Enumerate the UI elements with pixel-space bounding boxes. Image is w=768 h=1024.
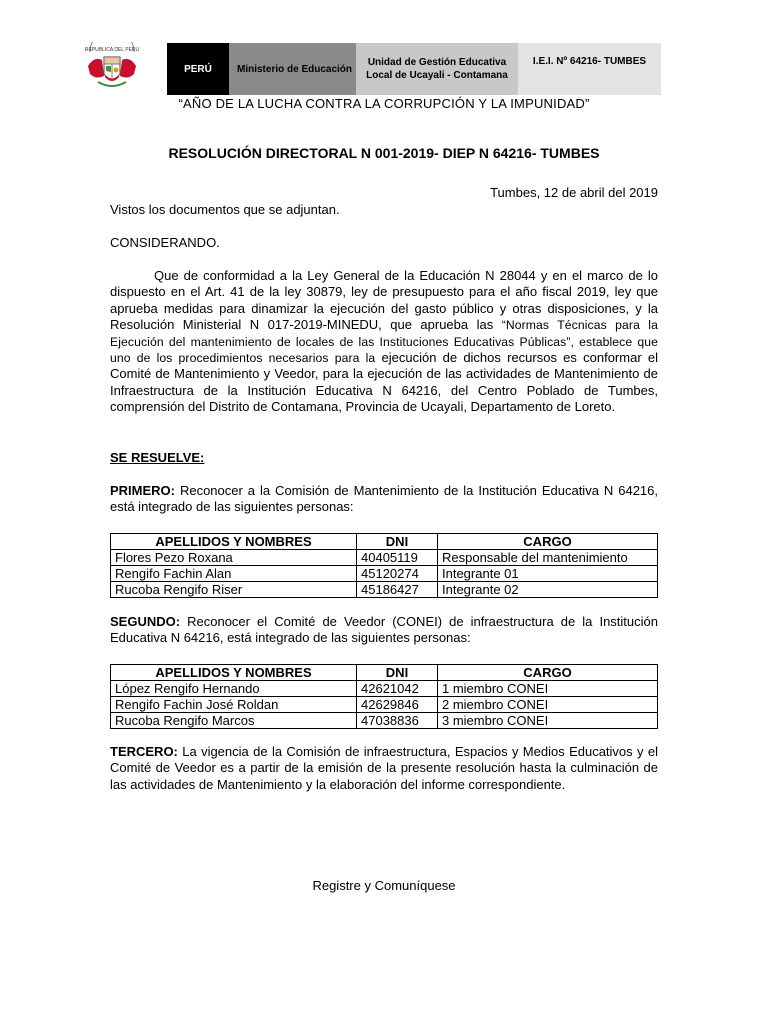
commission-table bbox=[110, 533, 658, 598]
primero-paragraph bbox=[110, 483, 658, 516]
cell-cargo: Integrante 02 bbox=[438, 582, 658, 598]
column-header-names: APELLIDOS Y NOMBRES bbox=[111, 665, 357, 681]
primero-text: Reconocer a la Comisión de Mantenimiento de la Institución Educativa N 64216, está integrado de las siguientes personas: bbox=[110, 483, 658, 515]
document-date: Tumbes, 12 de abril del 2019 bbox=[490, 185, 658, 200]
cell-cargo: 1 miembro CONEI bbox=[438, 681, 658, 697]
table-row bbox=[111, 566, 658, 582]
header-band-ugel bbox=[356, 43, 518, 95]
header-band-ministry bbox=[229, 43, 356, 95]
header-band-peru bbox=[167, 43, 229, 95]
table-row bbox=[111, 697, 658, 713]
ugel-label-line1: Unidad de Gestión Educativa bbox=[367, 57, 507, 68]
table-row bbox=[111, 582, 658, 598]
considerando-paragraph bbox=[110, 268, 658, 416]
segundo-paragraph bbox=[110, 614, 658, 647]
column-header-names: APELLIDOS Y NOMBRES bbox=[111, 534, 357, 550]
ministry-label: Ministerio de Educación bbox=[237, 63, 353, 75]
cell-name: Rucoba Rengifo Riser bbox=[111, 582, 357, 598]
para1-part-b: “Normas Técnicas para la Ejecución del mantenimiento de locales de las Instituciones Educativas Públicas”, establece que uno de los procedimientos necesarios para la bbox=[110, 318, 658, 366]
cell-dni: 45186427 bbox=[357, 582, 438, 598]
table-row bbox=[111, 681, 658, 697]
table-row bbox=[111, 713, 658, 729]
seal-text: REPUBLICA DEL PERU bbox=[84, 47, 140, 53]
cell-name: Rengifo Fachin Alan bbox=[111, 566, 357, 582]
segundo-label: SEGUNDO: bbox=[110, 614, 181, 629]
cell-dni: 42621042 bbox=[357, 681, 438, 697]
tercero-paragraph bbox=[110, 744, 658, 793]
segundo-text: Reconocer el Comité de Veedor (CONEI) de infraestructura de la Institución Educativa N 64216, está integrado de las siguientes personas: bbox=[110, 614, 658, 646]
table-header-row bbox=[111, 534, 658, 550]
primero-label: PRIMERO: bbox=[110, 483, 175, 498]
cell-cargo: 2 miembro CONEI bbox=[438, 697, 658, 713]
cell-dni: 45120274 bbox=[357, 566, 438, 582]
cell-name: López Rengifo Hernando bbox=[111, 681, 357, 697]
column-header-dni: DNI bbox=[357, 665, 438, 681]
table-header-row bbox=[111, 665, 658, 681]
peru-label: PERÚ bbox=[184, 63, 212, 75]
cell-name: Rucoba Rengifo Marcos bbox=[111, 713, 357, 729]
year-motto: “AÑO DE LA LUCHA CONTRA LA CORRUPCIÓN Y LA IMPUNIDAD” bbox=[178, 96, 590, 111]
cell-name: Flores Pezo Roxana bbox=[111, 550, 357, 566]
column-header-dni: DNI bbox=[357, 534, 438, 550]
para1-part-c: ejecución de dichos recursos es conformar el Comité de Mantenimiento y Veedor, para la ejecución de las actividades de Mantenimiento de Infraestructura de la Institución Educativa N 64216, del Centro Poblado de Tumbes, comprensión del Distrito de Contamana, Provincia de Ucayali, Departamento de Loreto. bbox=[110, 350, 658, 415]
closing-line: Registre y Comuníquese bbox=[312, 878, 456, 893]
cell-dni: 47038836 bbox=[357, 713, 438, 729]
table-row bbox=[111, 550, 658, 566]
column-header-cargo: CARGO bbox=[438, 534, 658, 550]
header-band-school bbox=[518, 43, 661, 95]
cell-dni: 40405119 bbox=[357, 550, 438, 566]
tercero-label: TERCERO: bbox=[110, 744, 178, 759]
cell-cargo: Responsable del mantenimiento bbox=[438, 550, 658, 566]
resolution-title: RESOLUCIÓN DIRECTORAL N 001-2019- DIEP N 64216- TUMBES bbox=[168, 145, 600, 161]
se-resuelve-heading: SE RESUELVE: bbox=[110, 450, 205, 465]
considerando-heading: CONSIDERANDO. bbox=[110, 235, 220, 250]
para1-part-a: Que de conformidad a la Ley General de la Educación N 28044 y en el marco de lo dispuesto en el Art. 41 de la ley 30879, ley de presupuesto para el año fiscal 2019, ley que aprueba medidas para dinamizar la ejecución del gasto público y otras disposiciones, y la Resolución Ministerial N 017-2019-MINEDU, que aprueba las bbox=[110, 268, 658, 333]
cell-cargo: Integrante 01 bbox=[438, 566, 658, 582]
tercero-text: La vigencia de la Comisión de infraestructura, Espacios y Medios Educativos y el Comité de Veedor es a partir de la emisión de la presente resolución hasta la culminación de las actividades de Mantenimiento y la elaboración del informe correspondiente. bbox=[110, 744, 658, 792]
school-label: I.E.I. Nº 64216- TUMBES bbox=[532, 56, 647, 67]
cell-cargo: 3 miembro CONEI bbox=[438, 713, 658, 729]
cell-dni: 42629846 bbox=[357, 697, 438, 713]
vistos-paragraph: Vistos los documentos que se adjuntan. bbox=[110, 202, 340, 217]
national-seal-icon bbox=[84, 42, 140, 94]
cell-name: Rengifo Fachin José Roldan bbox=[111, 697, 357, 713]
column-header-cargo: CARGO bbox=[438, 665, 658, 681]
veedor-table bbox=[110, 664, 658, 729]
ugel-label-line2: Local de Ucayali - Contamana bbox=[366, 70, 508, 81]
